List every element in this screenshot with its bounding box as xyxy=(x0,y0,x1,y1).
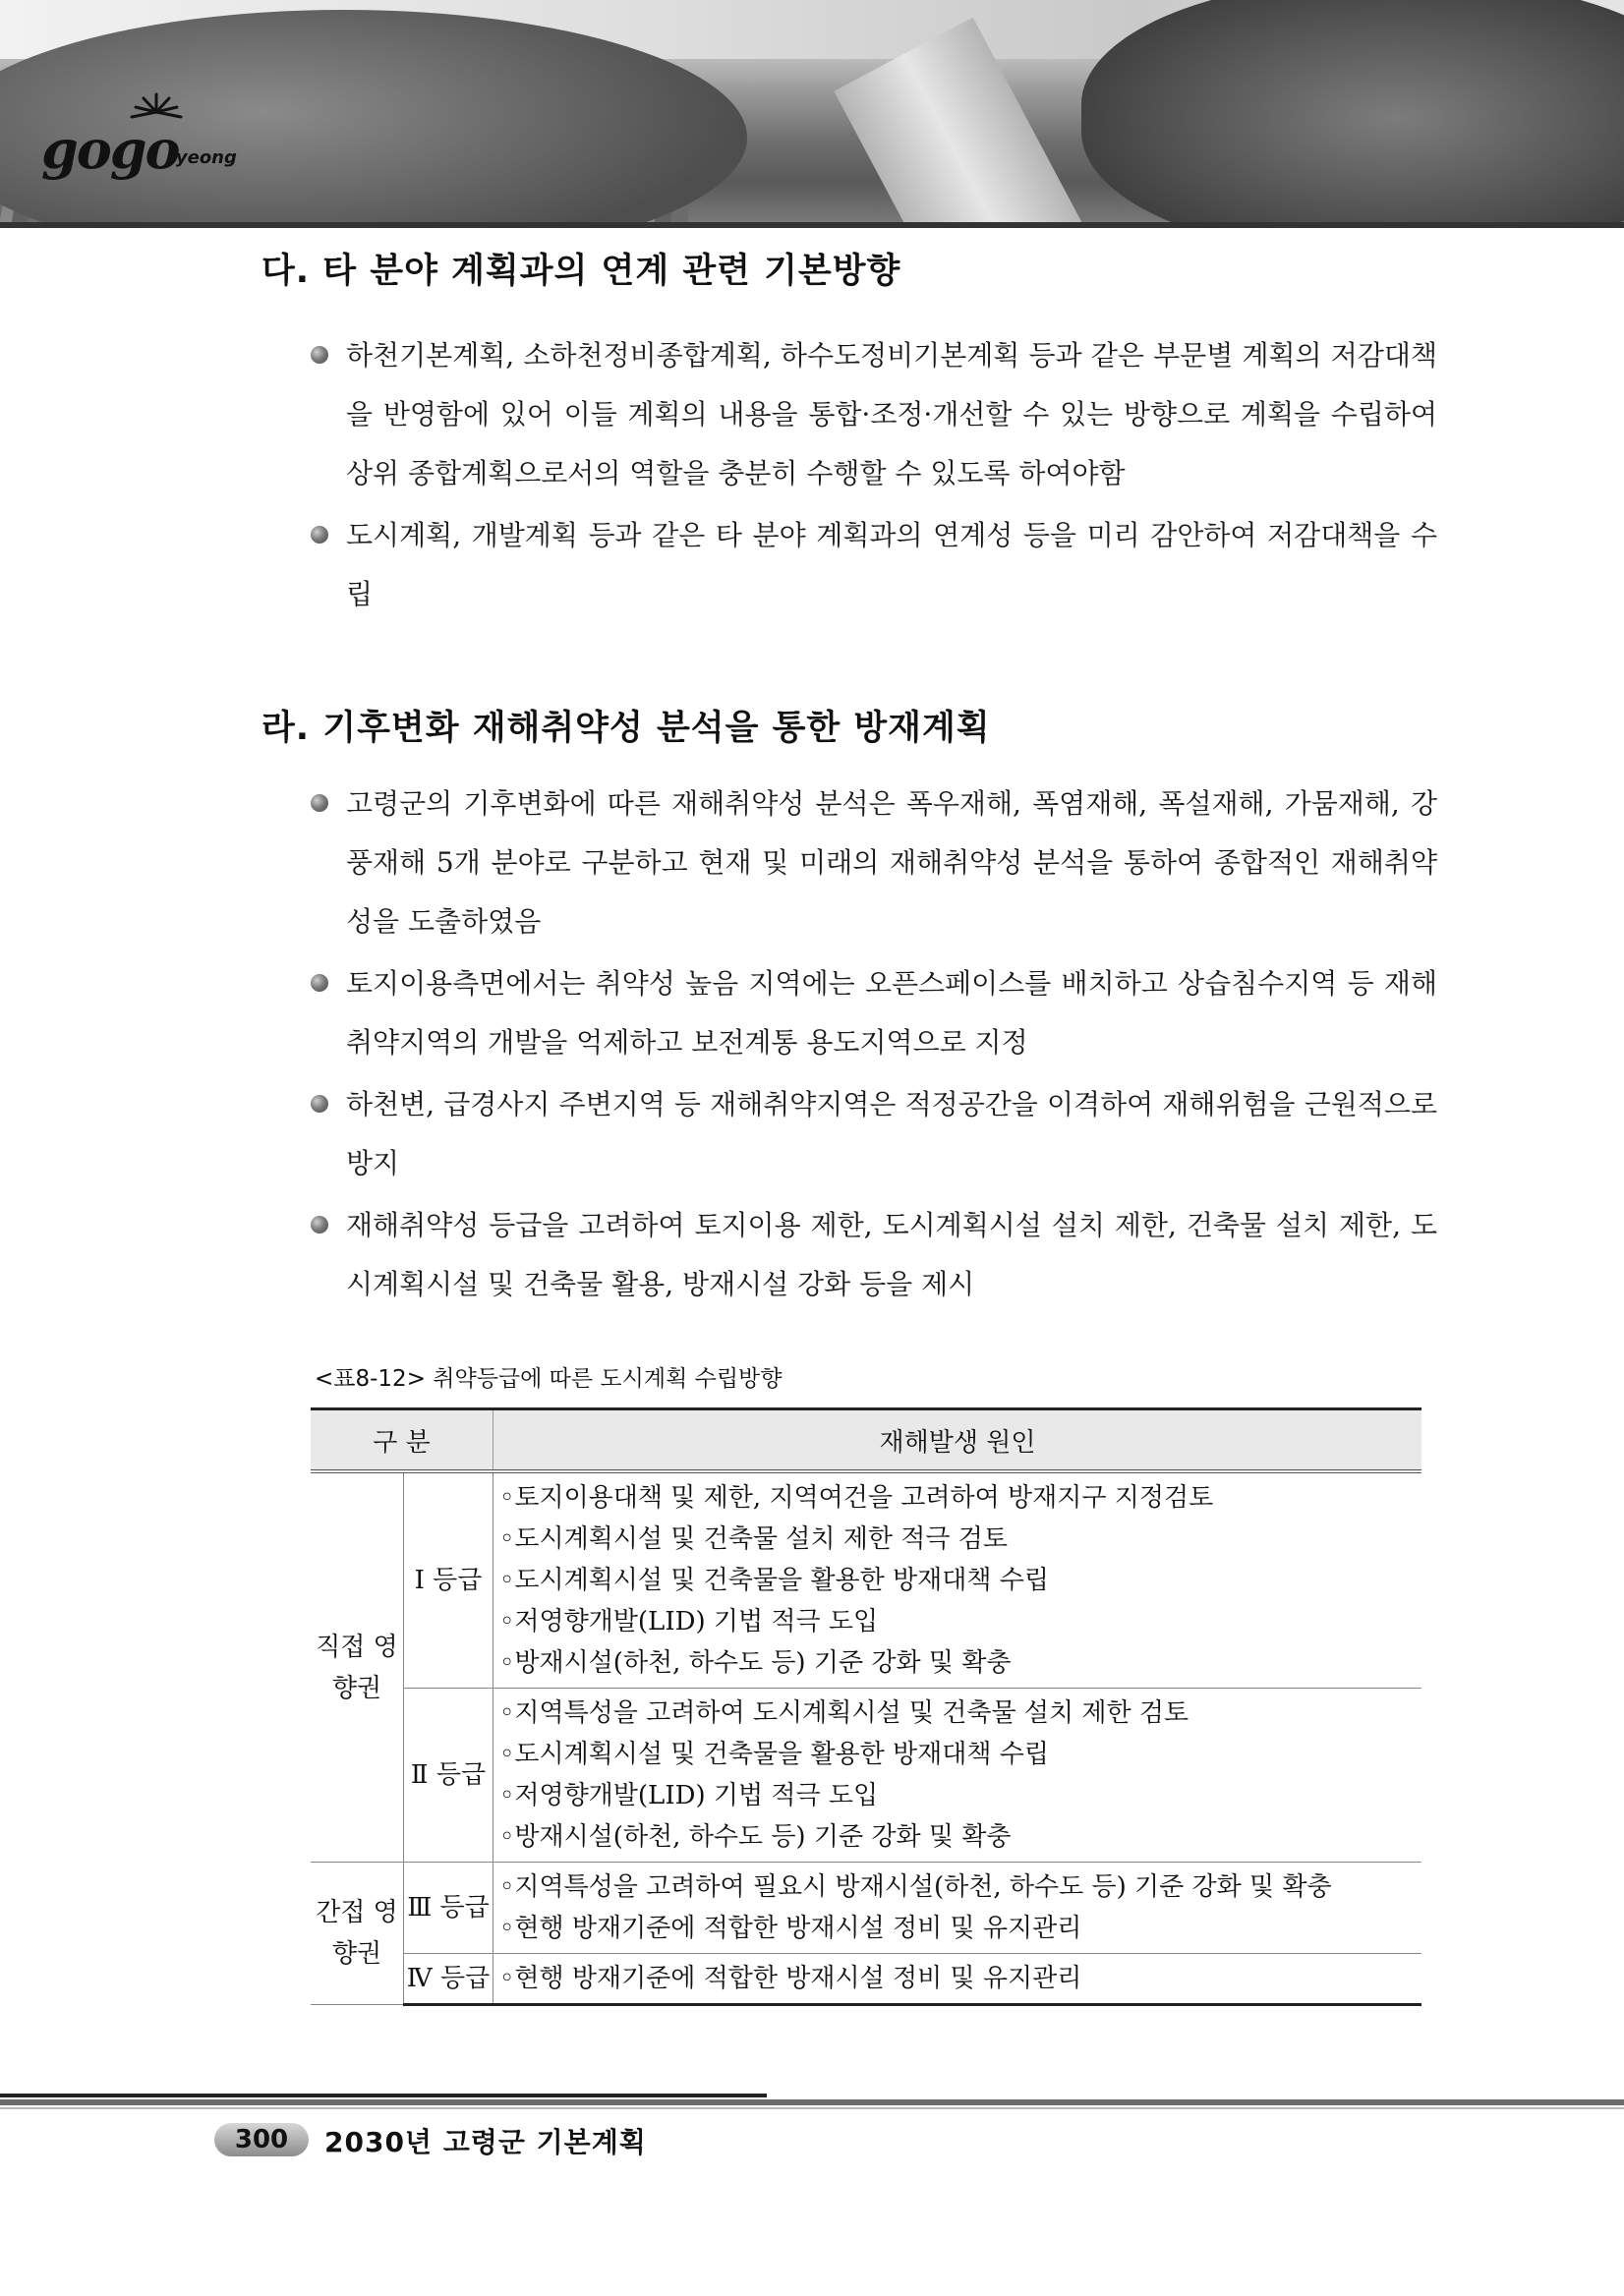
bullet-text: 재해취약성 등급을 고려하여 토지이용 제한, 도시계획시설 설치 제한, 건축물 설치 제한, 도시계획시설 및 건축물 활용, 방재시설 강화 등을 제시 xyxy=(346,1209,1437,1300)
document-title: 2030년 고령군 기본계획 xyxy=(324,2126,647,2158)
table-cell-item: ◦방재시설(하천, 하수도 등) 기준 강화 및 확충 xyxy=(499,1822,1012,1852)
bullet-icon xyxy=(311,974,328,992)
list-item xyxy=(311,775,1437,951)
grade-3-items xyxy=(493,1863,1422,1954)
table-cell-item: ◦도시계획시설 및 건축물 설치 제한 적극 검토 xyxy=(499,1524,1009,1554)
page-number: 300 xyxy=(214,2123,309,2156)
grade-1: Ⅰ 등급 xyxy=(404,1471,493,1689)
table-cell-item: ◦토지이용대책 및 제한, 지역여건을 고려하여 방재지구 지정검토 xyxy=(499,1483,1214,1513)
table-cell-item: ◦지역특성을 고려하여 도시계획시설 및 건축물 설치 제한 검토 xyxy=(499,1698,1189,1728)
banner-bottom-rule xyxy=(0,222,1624,228)
table-cell-item: ◦저영향개발(LID) 기법 적극 도입 xyxy=(499,1607,879,1636)
section-title-ra: 라. 기후변화 재해취약성 분석을 통한 방재계획 xyxy=(261,709,991,748)
section-title-da: 다. 타 분야 계획과의 연계 관련 기본방향 xyxy=(261,252,901,291)
bullet-icon xyxy=(311,1216,328,1234)
table-cell-item: ◦현행 방재기준에 적합한 방재시설 정비 및 유지관리 xyxy=(499,1964,1082,1993)
footer-rule-light xyxy=(0,2107,1624,2109)
list-item xyxy=(311,1075,1437,1193)
bullet-icon xyxy=(311,794,328,812)
banner-hill-right xyxy=(1081,0,1624,228)
footer-rule-dark xyxy=(0,2094,767,2097)
bullet-text: 고령군의 기후변화에 따른 재해취약성 분석은 폭우재해, 폭염재해, 폭설재해, 가뭄재해, 강풍재해 5개 분야로 구분하고 현재 및 미래의 재해취약성 분석을 통하여 종합적인 재해취약성을 도출하였음 xyxy=(346,787,1437,938)
bullet-text: 도시계획, 개발계획 등과 같은 타 분야 계획과의 연계성 등을 미리 감안하여 저감대책을 수립 xyxy=(346,519,1437,610)
grade-2-items xyxy=(493,1689,1422,1863)
table-cell-item: ◦도시계획시설 및 건축물을 활용한 방재대책 수립 xyxy=(499,1566,1049,1595)
bullet-text: 하천기본계획, 소하천정비종합계획, 하수도정비기본계획 등과 같은 부문별 계획의 저감대책을 반영함에 있어 이들 계획의 내용을 통합·조정·개선할 수 있는 방향으로 계획을 수립하여 상위 종합계획으로서의 역할을 충분히 수행할 수 있도록 하여야함 xyxy=(346,339,1437,489)
list-item xyxy=(311,954,1437,1072)
header-cause: 재해발생 원인 xyxy=(493,1409,1422,1472)
bullet-text: 토지이용측면에서는 취약성 높음 지역에는 오픈스페이스를 배치하고 상습침수지역 등 재해취약지역의 개발을 억제하고 보전계통 용도지역으로 지정 xyxy=(346,967,1437,1059)
gogo-goryeong-logo xyxy=(41,90,258,184)
grade-3: Ⅲ 등급 xyxy=(404,1863,493,1954)
bullet-icon xyxy=(311,1095,328,1113)
logo-subtext: ryeong xyxy=(167,147,237,168)
vulnerability-grade-table xyxy=(311,1407,1421,2006)
table-cell-item: ◦현행 방재기준에 적합한 방재시설 정비 및 유지관리 xyxy=(499,1914,1082,1943)
zone-indirect: 간접 영향권 xyxy=(311,1863,404,2005)
table-row xyxy=(311,1863,1421,1954)
bullet-text: 하천변, 급경사지 주변지역 등 재해취약지역은 적정공간을 이격하여 재해위험을 근원적으로 방지 xyxy=(346,1088,1437,1179)
grade-1-items xyxy=(493,1471,1422,1689)
footer-rule xyxy=(0,2099,1624,2105)
table-cell-item: ◦방재시설(하천, 하수도 등) 기준 강화 및 확충 xyxy=(499,1648,1012,1678)
grade-4-items xyxy=(493,1954,1422,2005)
list-item xyxy=(311,506,1437,624)
table-row xyxy=(311,1689,1421,1863)
table-cell-item: ◦지역특성을 고려하여 필요시 방재시설(하천, 하수도 등) 기준 강화 및 확충 xyxy=(499,1872,1332,1902)
header-category: 구 분 xyxy=(311,1409,493,1472)
section-ra-bullet-list xyxy=(311,775,1437,1317)
table-cell-item: ◦저영향개발(LID) 기법 적극 도입 xyxy=(499,1781,879,1810)
grade-2: Ⅱ 등급 xyxy=(404,1689,493,1863)
list-item xyxy=(311,1196,1437,1314)
logo-wordmark: gogo xyxy=(41,118,179,181)
zone-direct: 직접 영향권 xyxy=(311,1471,404,1863)
table-header-row xyxy=(311,1409,1421,1472)
section-da-bullet-list xyxy=(311,326,1437,627)
grade-4: Ⅳ 등급 xyxy=(404,1954,493,2005)
list-item xyxy=(311,326,1437,503)
table-cell-item: ◦도시계획시설 및 건축물을 활용한 방재대책 수립 xyxy=(499,1740,1049,1769)
bullet-icon xyxy=(311,346,328,364)
table-row xyxy=(311,1471,1421,1689)
bullet-icon xyxy=(311,526,328,544)
table-caption: <표8-12> 취약등급에 따른 도시계획 수립방향 xyxy=(315,1366,783,1392)
table-row xyxy=(311,1954,1421,2005)
